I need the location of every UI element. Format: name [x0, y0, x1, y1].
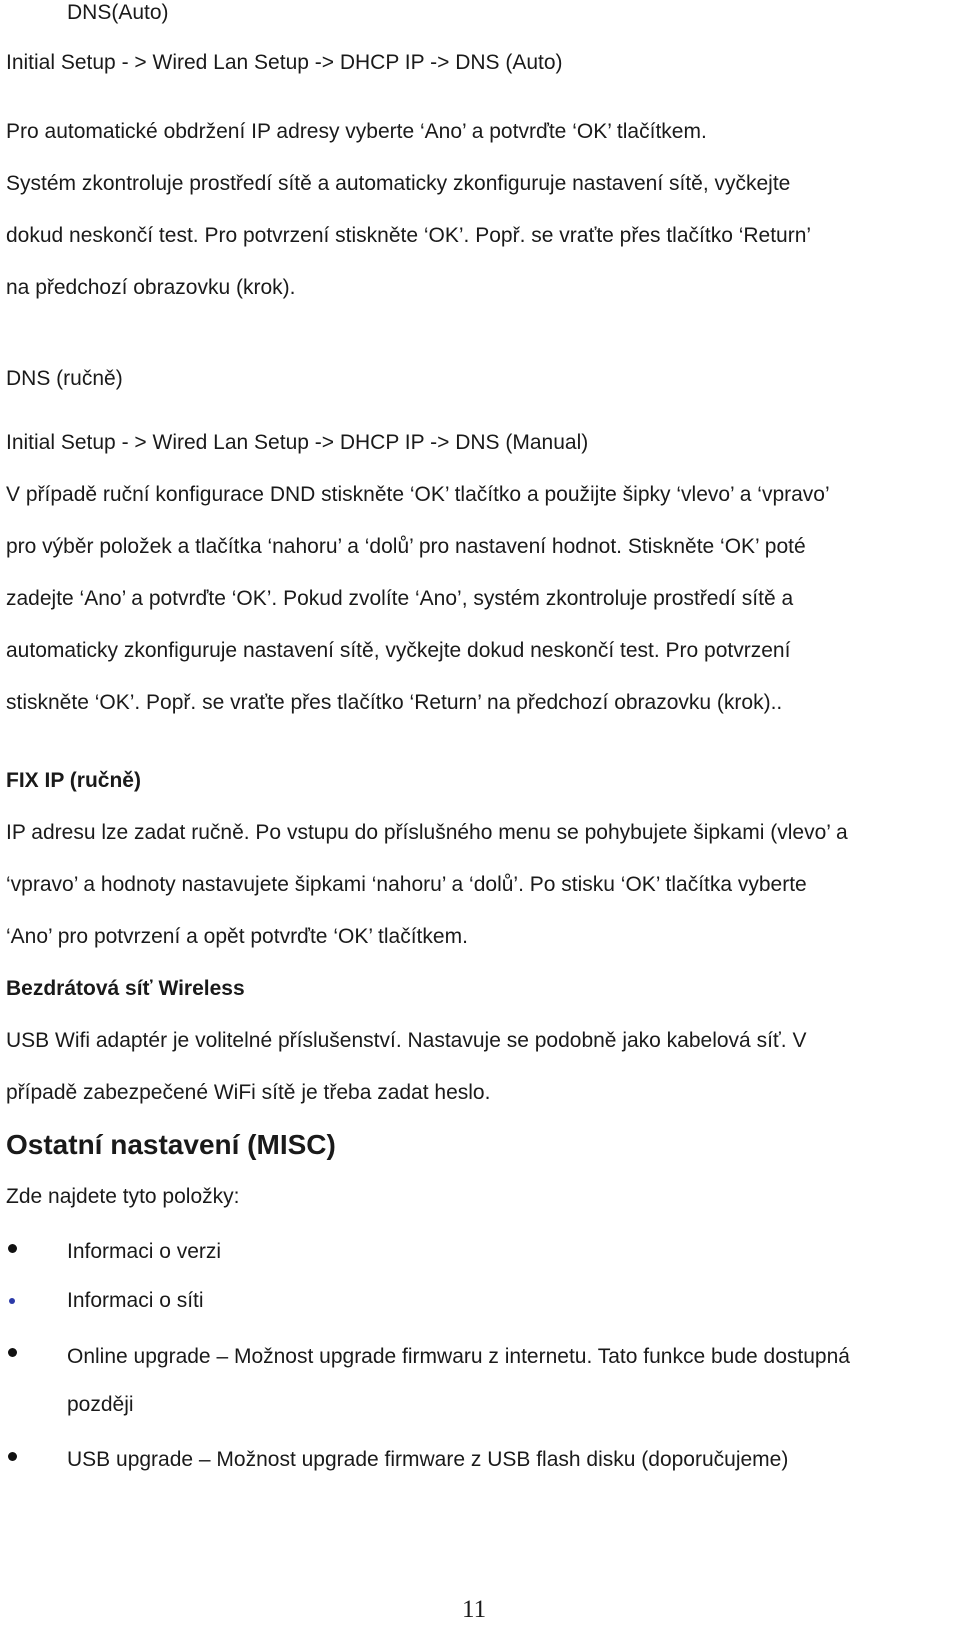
paragraph-line: automaticky zkonfiguruje nastavení sítě, vyčkejte dokud neskončí test. Pro potvrzení	[6, 639, 791, 662]
paragraph-line: stiskněte ‘OK’. Popř. se vraťte přes tlačítko ‘Return’ na předchozí obrazovku (krok)..	[6, 691, 783, 714]
section-title-dns-auto: DNS(Auto)	[67, 1, 169, 24]
list-intro: Zde najdete tyto položky:	[6, 1185, 240, 1208]
bullet-icon	[8, 1452, 17, 1461]
bullet-icon	[9, 1298, 15, 1304]
paragraph-line: na předchozí obrazovku (krok).	[6, 276, 296, 299]
section-title-wireless: Bezdrátová síť Wireless	[6, 977, 245, 1000]
paragraph-line: Systém zkontroluje prostředí sítě a automaticky zkonfiguruje nastavení sítě, vyčkejte	[6, 172, 791, 195]
paragraph-line: Pro automatické obdržení IP adresy vyberte ‘Ano’ a potvrďte ‘OK’ tlačítkem.	[6, 120, 707, 143]
page-number: 11	[462, 1596, 487, 1623]
list-item-continuation: později	[67, 1393, 134, 1416]
paragraph-line: ‘Ano’ pro potvrzení a opět potvrďte ‘OK’ tlačítkem.	[6, 925, 468, 948]
paragraph-line: pro výběr položek a tlačítka ‘nahoru’ a ‘dolů’ pro nastavení hodnot. Stiskněte ‘OK’ poté	[6, 535, 806, 558]
section-heading-misc: Ostatní nastavení (MISC)	[6, 1129, 336, 1160]
list-item-text: Informaci o verzi	[67, 1240, 222, 1263]
list-item-text: Informaci o síti	[67, 1289, 204, 1312]
section-title-dns-manual: DNS (ručně)	[6, 367, 123, 390]
paragraph-line: IP adresu lze zadat ručně. Po vstupu do příslušného menu se pohybujete šipkami (vlevo’ a	[6, 821, 848, 844]
paragraph-line: V případě ruční konfigurace DND stiskněte ‘OK’ tlačítko a použijte šipky ‘vlevo’ a ‘vpravo’	[6, 483, 830, 506]
paragraph-line: USB Wifi adaptér je volitelné příslušenství. Nastavuje se podobně jako kabelová síť. V	[6, 1029, 807, 1052]
bullet-icon	[8, 1244, 17, 1253]
section-title-fix-ip: FIX IP (ručně)	[6, 769, 141, 792]
menu-path-dns-auto: Initial Setup - > Wired Lan Setup -> DHCP IP -> DNS (Auto)	[6, 51, 563, 74]
bullet-icon	[8, 1348, 17, 1357]
paragraph-line: zadejte ‘Ano’ a potvrďte ‘OK’. Pokud zvolíte ‘Ano’, systém zkontroluje prostředí sítě a	[6, 587, 794, 610]
list-item-text: Online upgrade – Možnost upgrade firmwaru z internetu. Tato funkce bude dostupná	[67, 1345, 850, 1368]
paragraph-line: ‘vpravo’ a hodnoty nastavujete šipkami ‘nahoru’ a ‘dolů’. Po stisku ‘OK’ tlačítka vyberte	[6, 873, 807, 896]
list-item-text: USB upgrade – Možnost upgrade firmware z USB flash disku (doporučujeme)	[67, 1448, 789, 1471]
paragraph-line: případě zabezpečené WiFi sítě je třeba zadat heslo.	[6, 1081, 491, 1104]
paragraph-line: dokud neskončí test. Pro potvrzení stiskněte ‘OK’. Popř. se vraťte přes tlačítko ‘Return’	[6, 224, 812, 247]
menu-path-dns-manual: Initial Setup - > Wired Lan Setup -> DHCP IP -> DNS (Manual)	[6, 431, 589, 454]
